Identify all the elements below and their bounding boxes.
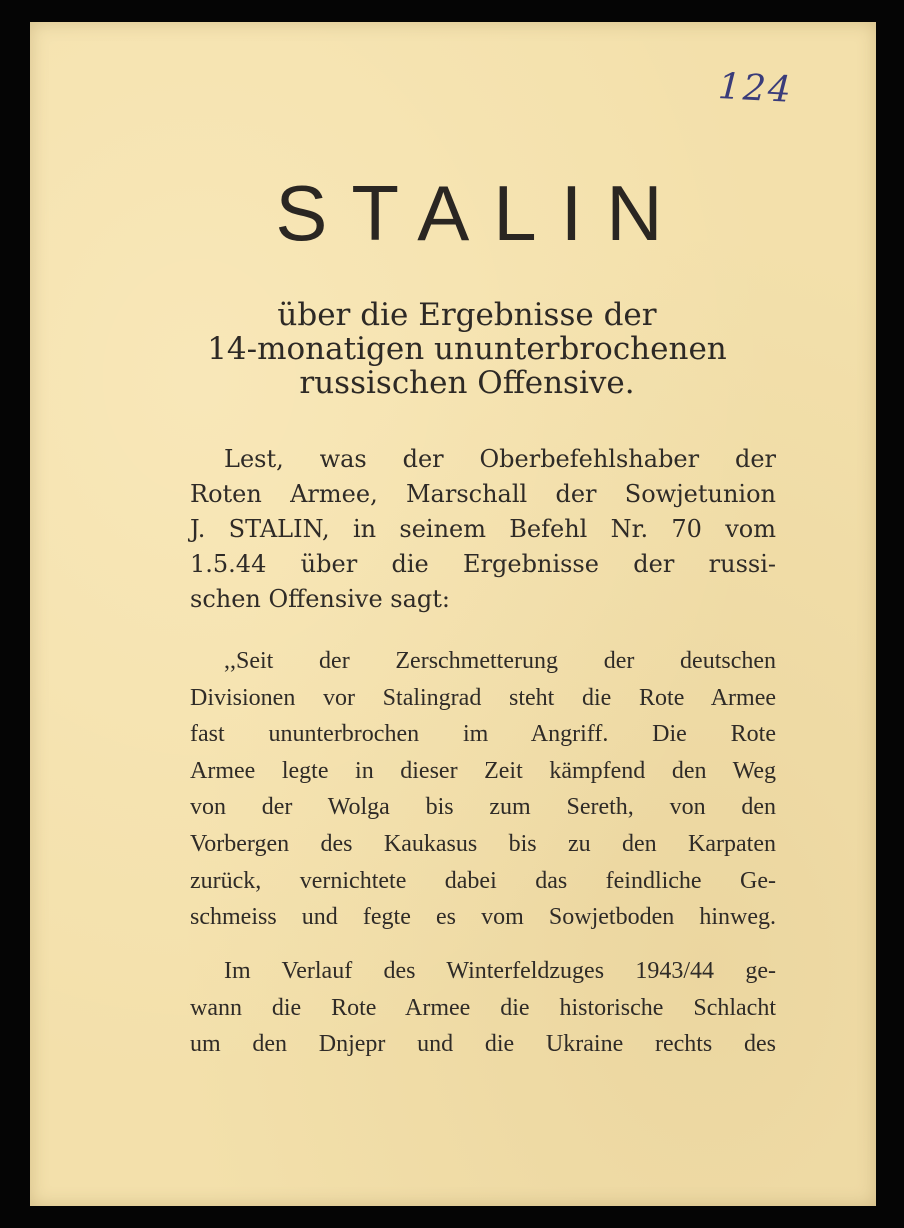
text-line: wann die Rote Armee die historische Schlacht [190, 994, 776, 1021]
subtitle-line: russischen Offensive. [299, 365, 635, 401]
continuation-paragraph [190, 953, 776, 1063]
text-line: 1.5.44 über die Ergebnisse der russi- [190, 550, 776, 578]
text-line: Divisionen vor Stalingrad steht die Rote Armee [190, 684, 776, 711]
text-line: Vorbergen des Kaukasus bis zu den Karpaten [190, 830, 776, 857]
page-number: 124 [716, 66, 794, 111]
intro-paragraph [190, 442, 776, 617]
text-line: Lest, was der Oberbefehlshaber der [224, 445, 776, 473]
text-line: schen Offensive sagt: [190, 585, 450, 613]
text-line: schmeiss und fegte es vom Sowjetboden hinweg. [190, 904, 776, 931]
text-line: J. STALIN, in seinem Befehl Nr. 70 vom [190, 515, 776, 543]
quote-paragraph [190, 643, 776, 936]
text-line: fast ununterbrochen im Angriff. Die Rote [190, 721, 776, 748]
text-line: Armee legte in dieser Zeit kämpfend den Weg [190, 757, 776, 784]
subtitle-line: 14-monatigen ununterbrochenen [207, 331, 727, 367]
text-line: um den Dnjepr und die Ukraine rechts des [190, 1031, 776, 1058]
page-title: STALIN [275, 169, 687, 257]
text-line: ,,Seit der Zerschmetterung der deutschen [224, 648, 776, 674]
text-line: Roten Armee, Marschall der Sowjetunion [190, 480, 776, 508]
subtitle-line: über die Ergebnisse der [277, 297, 657, 333]
text-line: von der Wolga bis zum Sereth, von den [190, 794, 776, 821]
text-line: Im Verlauf des Winterfeldzuges 1943/44 ge- [224, 958, 776, 984]
text-line: zurück, vernichtete dabei das feindliche Ge- [190, 867, 776, 894]
subtitle [0, 298, 904, 400]
